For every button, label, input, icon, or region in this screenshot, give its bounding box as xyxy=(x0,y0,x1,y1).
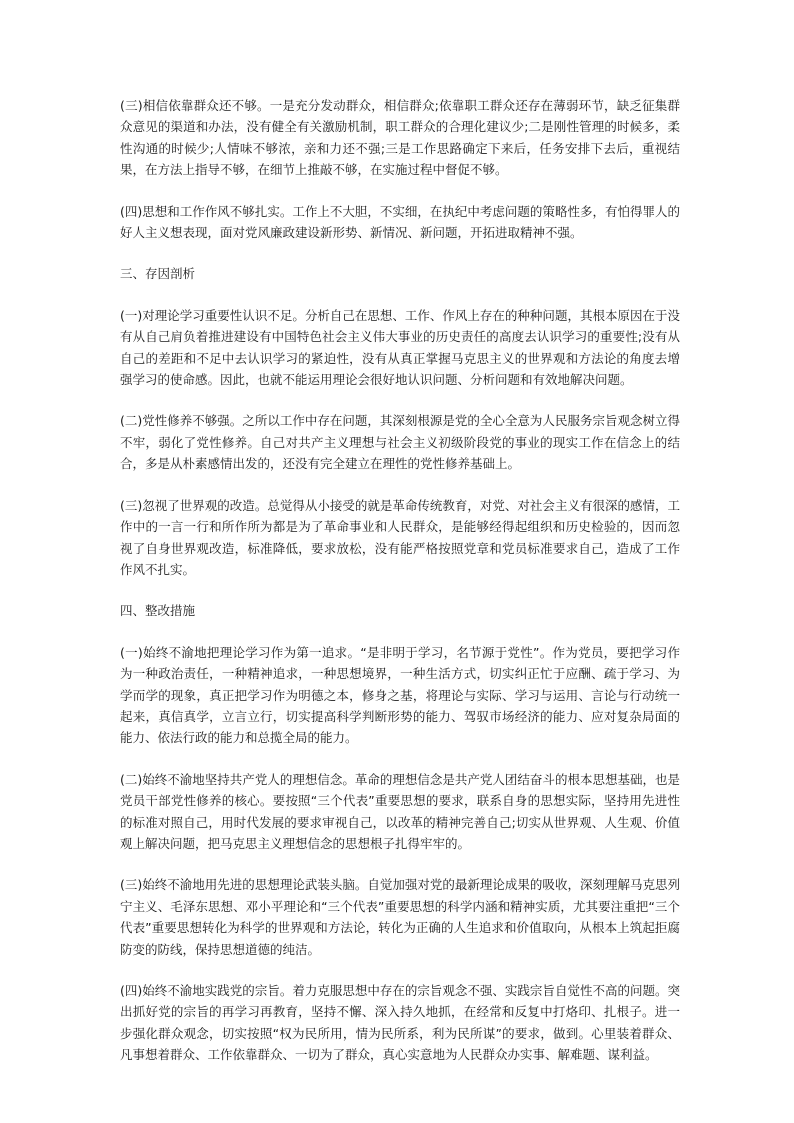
paragraph-work-style: (四)思想和工作作风不够扎实。工作上不大胆，不实细，在执纪中考虑问题的策略性多，有怕得罪人的好人主义想表现，面对党风廉政建设新形势、新情况、新问题，开拓进取精神不强。 xyxy=(120,203,680,241)
paragraph-measure-purpose: (四)始终不渝地实践党的宗旨。着力克服思想中存在的宗旨观念不强、实践宗旨自觉性不高的问题。突出抓好党的宗旨的再学习再教育，坚持不懈、深入持久地抓，在经常和反复中打烙印、扎根子。进一步强化群众观念，切实按照“权为民所用，情为民所系，利为民所谋”的要求，做到。心里装着群众、凡事想着群众、工作依靠群众、一切为了群众，真心实意地为人民群众办实事、解难题、谋利益。 xyxy=(120,983,680,1063)
paragraph-party-spirit: (二)党性修养不够强。之所以工作中存在问题，其深刻根源是党的全心全意为人民服务宗旨观念树立得不牢，弱化了党性修养。自己对共产主义理想与社会主义初级阶段党的事业的现实工作在信念上的结合，多是从朴素感情出发的，还没有完全建立在理性的党性修养基础上。 xyxy=(120,413,680,472)
document-body xyxy=(120,95,680,1086)
paragraph-trust-masses: (三)相信依靠群众还不够。一是充分发动群众，相信群众;依靠职工群众还存在薄弱环节，缺乏征集群众意见的渠道和办法，没有健全有关激励机制，职工群众的合理化建议少;二是刚性管理的时候多，柔性沟通的时候少;人情味不够浓，亲和力还不强;三是工作思路确定下来后，任务安排下去后，重视结果，在方法上指导不够，在细节上推敲不够，在实施过程中督促不够。 xyxy=(120,98,680,178)
section-heading-rectification: 四、整改措施 xyxy=(120,603,196,619)
paragraph-theory-study: (一)对理论学习重要性认识不足。分析自己在思想、工作、作风上存在的种种问题，其根本原因在于没有从自己肩负着推进建设有中国特色社会主义伟大事业的历史责任的高度去认识学习的重要性;没有从自己的差距和不足中去认识学习的紧迫性，没有从真正掌握马克思主义的世界观和方法论的角度去增强学习的使命感。因此，也就不能运用理论会很好地认识问题、分析问题和有效地解决问题。 xyxy=(120,307,680,388)
paragraph-measure-ideals: (二)始终不渝地坚持共产党人的理想信念。革命的理想信念是共产党人团结奋斗的根本思想基础，也是党员干部党性修养的核心。要按照“三个代表”重要思想的要求，联系自身的思想实际，坚持用先进性的标准对照自己，用时代发展的要求审视自己，以改革的精神完善自己;切实从世界观、人生观、价值观上解决问题，把马克思主义理想信念的思想根子扎得牢牢的。 xyxy=(120,771,680,851)
paragraph-measure-arm-minds: (三)始终不渝地用先进的思想理论武装头脑。自觉加强对党的最新理论成果的吸收，深刻理解马克思列宁主义、毛泽东思想、邓小平理论和“三个代表”重要思想的科学内涵和精神实质，尤其要注重把“三个代表”重要思想转化为科学的世界观和方法论，转化为正确的人生追求和价值取向，从根本上筑起拒腐防变的防线，保持思想道德的纯洁。 xyxy=(120,877,680,957)
section-heading-root-causes: 三、存因剖析 xyxy=(120,266,196,282)
paragraph-worldview: (三)忽视了世界观的改造。总觉得从小接受的就是革命传统教育，对党、对社会主义有很深的感情，工作中的一言一行和所作所为都是为了革命事业和人民群众，是能够经得起组织和历史检验的，因而忽视了自身世界观改造，标准降低，要求放松，没有能严格按照党章和党员标准要求自己，造成了工作作风不扎实。 xyxy=(120,497,680,577)
paragraph-measure-theory: (一)始终不渝地把理论学习作为第一追求。“是非明于学习，名节源于党性”。作为党员，要把学习作为一种政治责任，一种精神追求，一种思想境界，一种生活方式，切实纠正忙于应酬、疏于学习、为学而学的现象，真正把学习作为明德之本，修身之基，将理论与实际、学习与运用、言论与行动统一起来，真信真学，立言立行，切实提高科学判断形势的能力、驾驭市场经济的能力、应对复杂局面的能力、依法行政的能力和总揽全局的能力。 xyxy=(120,644,680,746)
